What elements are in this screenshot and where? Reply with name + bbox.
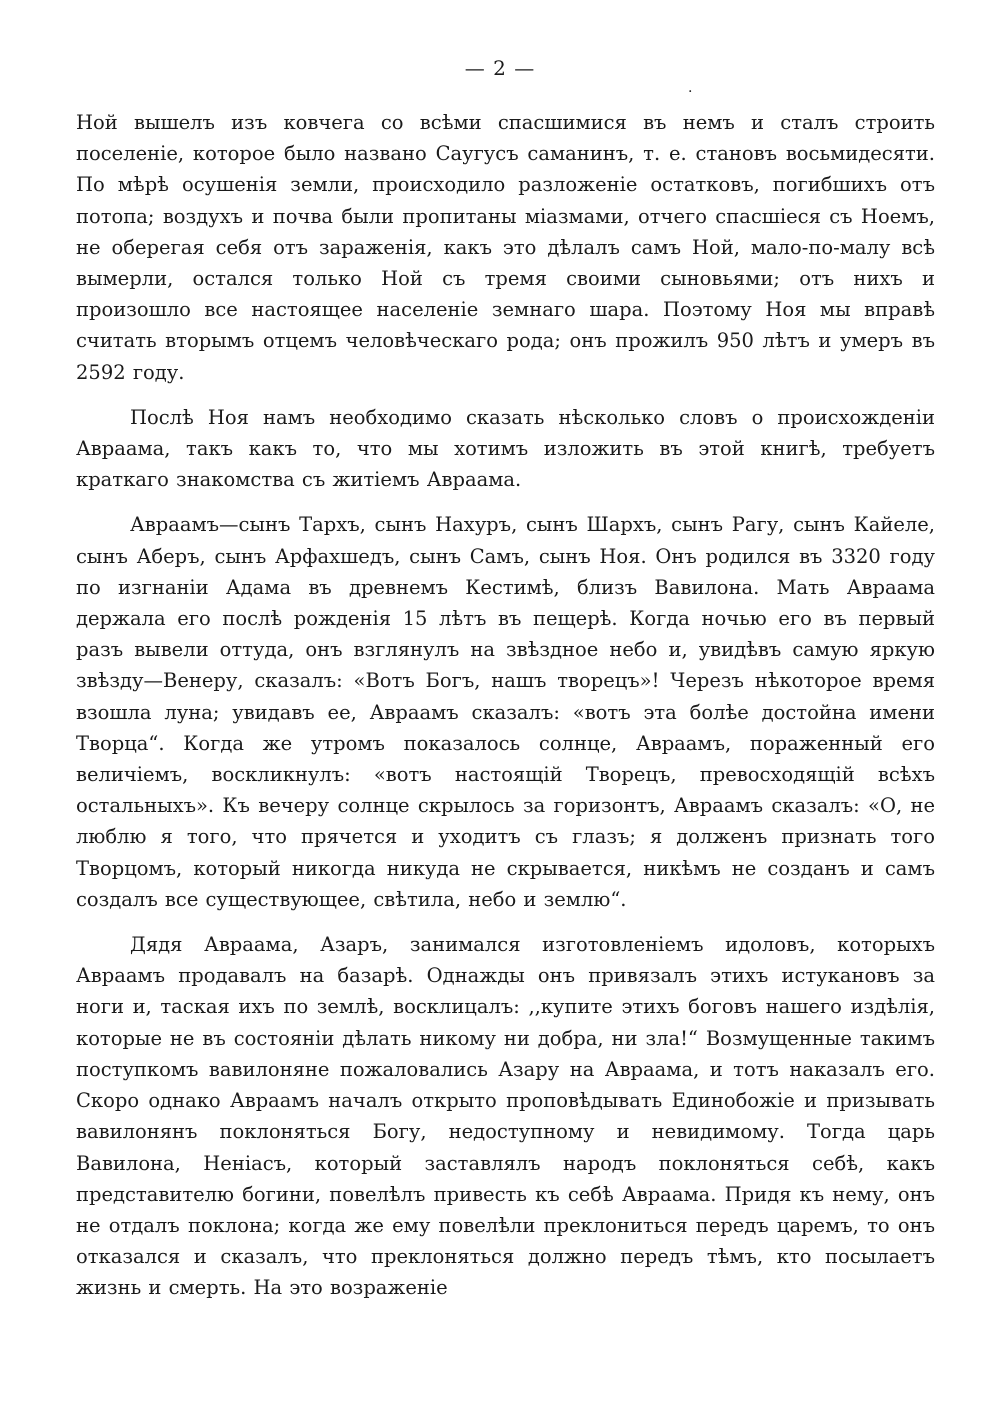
body-text: [76, 107, 935, 1304]
stray-print-mark: .: [688, 80, 693, 96]
paragraph-noah: Ной вышелъ изъ ковчега со всѣми спасшимися въ немъ и сталъ строить поселеніе, которое было названо Саугусъ саманинъ, т. е. становъ восьмидесяти. По мѣрѣ осушенія земли, происходило разложеніе остатковъ, погибшихъ отъ потопа; воздухъ и почва были пропитаны міазмами, отчего спасшіеся съ Ноемъ, не оберегая себя отъ зараженія, какъ это дѣлалъ самъ Ной, мало-по-малу всѣ вымерли, остался только Ной съ тремя своими сыновьями; отъ нихъ и произошло все настоящее населеніе земнаго шара. Поэтому Ноя мы вправѣ считать вторымъ отцемъ человѣческаго рода; онъ прожилъ 950 лѣтъ и умеръ въ 2592 году.: [76, 111, 935, 384]
paragraph-abraham-genealogy: Авраамъ—сынъ Тархъ, сынъ Нахуръ, сынъ Шархъ, сынъ Рагу, сынъ Кайеле, сынъ Аберъ, сынъ Арфахшедъ, сынъ Самъ, сынъ Ноя. Онъ родился въ 3320 году по изгнаніи Адама въ древнемъ Кестимѣ, близъ Вавилона. Мать Авраама держала его послѣ рожденія 15 лѣтъ въ пещерѣ. Когда ночью его въ первый разъ вывели оттуда, онъ взглянулъ на звѣздное небо и, увидѣвъ самую яркую звѣзду—Венеру, сказалъ: «Вотъ Богъ, нашъ творецъ»! Черезъ нѣкоторое время взошла луна; увидавъ ее, Авраамъ сказалъ: «вотъ эта болѣе достойна имени Творца“. Когда же утромъ показалось солнце, Авраамъ, пораженный его величіемъ, воскликнулъ: «вотъ настоящій Творецъ, превосходящій всѣхъ остальныхъ». Къ вечеру солнце скрылось за горизонтъ, Авраамъ сказалъ: «О, не люблю я того, что прячется и уходитъ съ глазъ; я долженъ признать того Творцомъ, который никогда никуда не скрывается, никѣмъ не созданъ и самъ создалъ все существующее, свѣтила, небо и землю“.: [76, 513, 935, 911]
page-number: — 2 —: [464, 56, 536, 80]
paragraph-azar-idols: Дядя Авраама, Азаръ, занимался изготовленіемъ идоловъ, которыхъ Авраамъ продавалъ на базарѣ. Однажды онъ привязалъ этихъ истукановъ за ноги и, таская ихъ по землѣ, восклицалъ: ,,купите этихъ боговъ нашего издѣлія, которые не въ состояніи дѣлать никому ни добра, ни зла!“ Возмущенные такимъ поступкомъ вавилоняне пожаловались Азару на Авраама, и тотъ наказалъ его. Скоро однако Авраамъ началъ открыто проповѣдывать Единобожіе и призывать вавилонянъ поклоняться Богу, недоступному и невидимому. Тогда царь Вавилона, Неніасъ, который заставлялъ народъ поклоняться себѣ, какъ представителю богини, повелѣлъ привесть къ себѣ Авраама. Придя къ нему, онъ не отдалъ поклона; когда же ему повелѣли преклониться передъ царемъ, то онъ отказался и сказалъ, что преклоняться должно передъ тѣмъ, кто посылаетъ жизнь и смерть. На это возраженіе: [76, 933, 935, 1300]
paragraph-abraham-intro: Послѣ Ноя намъ необходимо сказать нѣсколько словъ о происхожденіи Авраама, такъ какъ то, что мы хотимъ изложить въ этой книгѣ, требуетъ краткаго знакомства съ житіемъ Авраама.: [76, 405, 935, 492]
